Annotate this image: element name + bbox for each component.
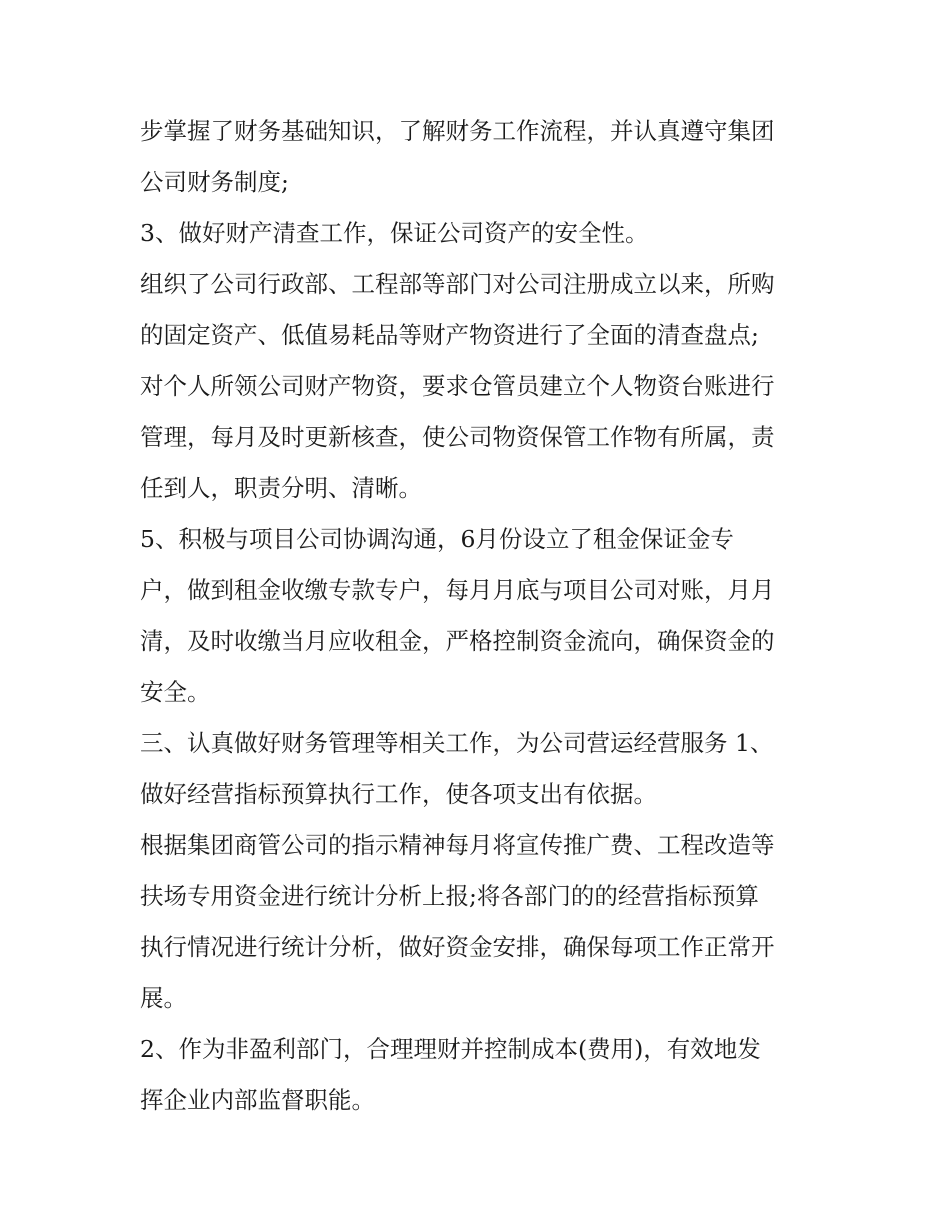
- text-line: 的固定资产、低值易耗品等财产物资进行了全面的清查盘点;: [140, 321, 759, 349]
- text-line: 步掌握了财务基础知识，了解财务工作流程，并认真遵守集团: [140, 117, 775, 145]
- text-line: 对个人所领公司财产物资，要求仓管员建立个人物资台账进行: [140, 372, 775, 400]
- text-line: 2、作为非盈利部门，合理理财并控制成本(费用)，有效地发: [140, 1035, 761, 1063]
- text-line: 清，及时收缴当月应收租金，严格控制资金流向，确保资金的: [140, 627, 775, 655]
- text-line: 5、积极与项目公司协调沟通，6月份设立了租金保证金专: [140, 525, 734, 553]
- text-line: 公司财务制度;: [140, 168, 289, 196]
- document-body: [140, 106, 830, 1126]
- text-line: 挥企业内部监督职能。: [140, 1086, 375, 1114]
- text-line: 户，做到租金收缴专款专户，每月月底与项目公司对账，月月: [140, 576, 775, 604]
- text-line: 管理，每月及时更新核查，使公司物资保管工作物有所属，责: [140, 423, 775, 451]
- text-line: 安全。: [140, 678, 211, 706]
- text-line: 展。: [140, 984, 187, 1012]
- text-line: 根据集团商管公司的指示精神每月将宣传推广费、工程改造等: [140, 831, 775, 859]
- text-line: 做好经营指标预算执行工作，使各项支出有依据。: [140, 780, 657, 808]
- text-line: 3、做好财产清查工作，保证公司资产的安全性。: [140, 219, 649, 247]
- text-line: 扶场专用资金进行统计分析上报;将各部门的的经营指标预算: [140, 882, 759, 910]
- text-line: 执行情况进行统计分析，做好资金安排，确保每项工作正常开: [140, 933, 775, 961]
- text-line: 任到人，职责分明、清晰。: [140, 474, 422, 502]
- text-line: 组织了公司行政部、工程部等部门对公司注册成立以来，所购: [140, 270, 775, 298]
- text-line: 三、认真做好财务管理等相关工作，为公司营运经营服务 1、: [140, 729, 774, 757]
